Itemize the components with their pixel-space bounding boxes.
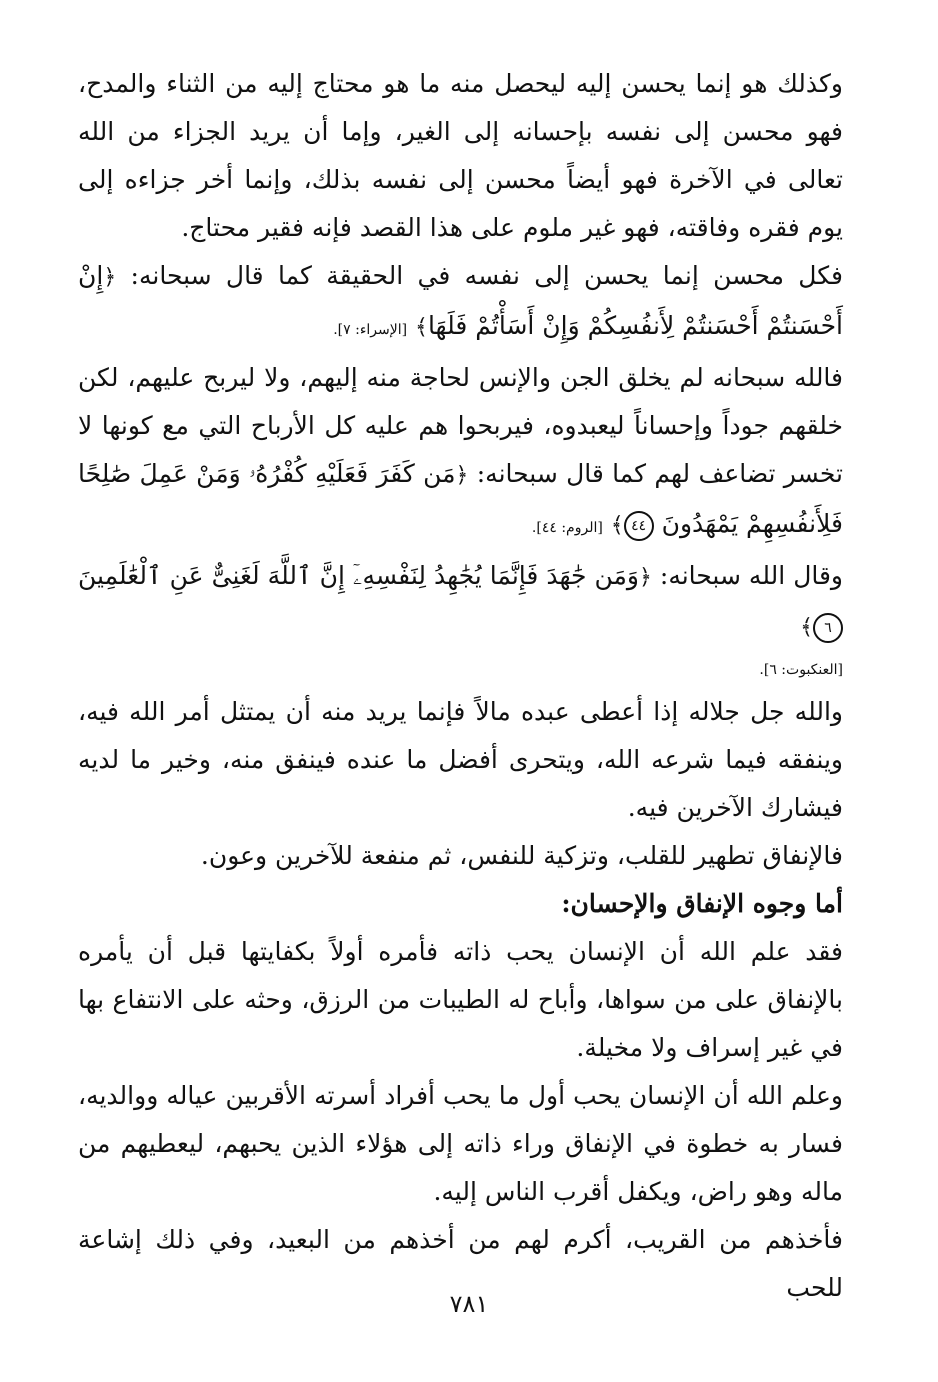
verse-reference: [العنكبوت: ٦]. — [759, 662, 843, 678]
paragraph-text: وكذلك هو إنما يحسن إليه ليحصل منه ما هو محتاج إليه من الثناء والمدح، فهو محسن إلى نفسه بإحسانه إلى الغير، وإما أن يريد الجزاء من الله تعالى في الآخرة فهو أيضاً محسن إلى نفسه بذلك، وإنما أخر جزاءه إلى يوم فقره وفاقته، فهو غير ملوم على هذا القصد فإنه فقير محتاج. — [78, 69, 843, 242]
paragraph-text: فقد علم الله أن الإنسان يحب ذاته فأمره أولاً بكفايتها قبل أن يأمره بالإنفاق على من سواها، وأباح له الطيبات من الرزق، وحثه على الانتفاع بها في غير إسراف ولا مخيلة. — [78, 937, 843, 1062]
quran-verse: إِنْ أَحْسَنتُمْ أَحْسَنتُمْ لِأَنفُسِكُمْ وَإِنْ أَسَأْتُمْ فَلَهَا — [78, 261, 843, 340]
paragraph-3 — [78, 354, 843, 552]
ayah-number-marker: ٦ — [813, 613, 843, 643]
ayah-number-marker: ٤٤ — [624, 511, 654, 541]
paragraph-1 — [78, 60, 843, 252]
paragraph-text: وقال الله سبحانه: — [651, 561, 843, 590]
paragraph-2 — [78, 252, 843, 354]
body-text — [78, 60, 843, 1312]
verse-reference: [الإسراء: ٧]. — [333, 322, 408, 338]
paragraph-text: وعلم الله أن الإنسان يحب أول ما يحب أفراد أسرته الأقربين عياله ووالديه، فسار به خطوة في الإنفاق وراء ذاته إلى هؤلاء الذين يحبهم، ليعطيهم من ماله وهو راض، ويكفل أقرب الناس إليه. — [78, 1081, 843, 1206]
paragraph-4 — [78, 552, 843, 652]
quran-close-bracket: ﴾ — [415, 315, 428, 340]
quran-open-bracket: ﴿ — [638, 565, 652, 590]
paragraph-7 — [78, 928, 843, 1072]
paragraph-text: فكل محسن إنما يحسن إلى نفسه في الحقيقة كما قال سبحانه: — [116, 261, 843, 290]
section-heading: أما وجوه الإنفاق والإحسان: — [561, 889, 843, 918]
verse-reference: [الروم: ٤٤]. — [531, 520, 603, 536]
page-number: ٧٨١ — [449, 1290, 489, 1318]
quran-open-bracket: ﴿ — [103, 265, 117, 290]
paragraph-text: فأخذهم من القريب، أكرم لهم من أخذهم من البعيد، وفي ذلك إشاعة للحب — [78, 1225, 843, 1302]
paragraph-5 — [78, 688, 843, 832]
paragraph-text: والله جل جلاله إذا أعطى عبده مالاً فإنما يريد منه أن يمتثل أمر الله فيه، وينفقه فيما شرعه الله، ويتحرى أفضل ما عنده فينفق منه، وخير ما لديه فيشارك الآخرين فيه. — [78, 697, 843, 822]
quran-verse: وَمَن جَٰهَدَ فَإِنَّمَا يُجَٰهِدُ لِنَفْسِهِۦٓ إِنَّ ٱللَّهَ لَغَنِىٌّ عَنِ ٱلْعَٰلَمِينَ — [78, 561, 639, 590]
paragraph-8 — [78, 1072, 843, 1216]
paragraph-6 — [78, 832, 843, 880]
quran-verse: مَن كَفَرَ فَعَلَيْهِ كُفْرُهُۥ وَمَنْ عَمِلَ صَٰلِحًا فَلِأَنفُسِهِمْ يَمْهَدُونَ — [78, 459, 843, 538]
paragraph-text: فالإنفاق تطهير للقلب، وتزكية للنفس، ثم منفعة للآخرين وعون. — [200, 841, 843, 870]
quran-open-bracket: ﴿ — [455, 463, 469, 488]
quran-close-bracket: ﴾ — [800, 615, 813, 640]
quran-close-bracket: ﴾ — [610, 513, 624, 538]
paragraph-text: فالله سبحانه لم يخلق الجن والإنس لحاجة منه إليهم، ولا ليربح عليهم، لكن خلقهم جوداً وإحساناً ليعبدوه، فيربحوا هم عليه كل الأرباح التي مع كونها لا تخسر تضاعف لهم كما قال سبحانه: — [78, 363, 843, 488]
